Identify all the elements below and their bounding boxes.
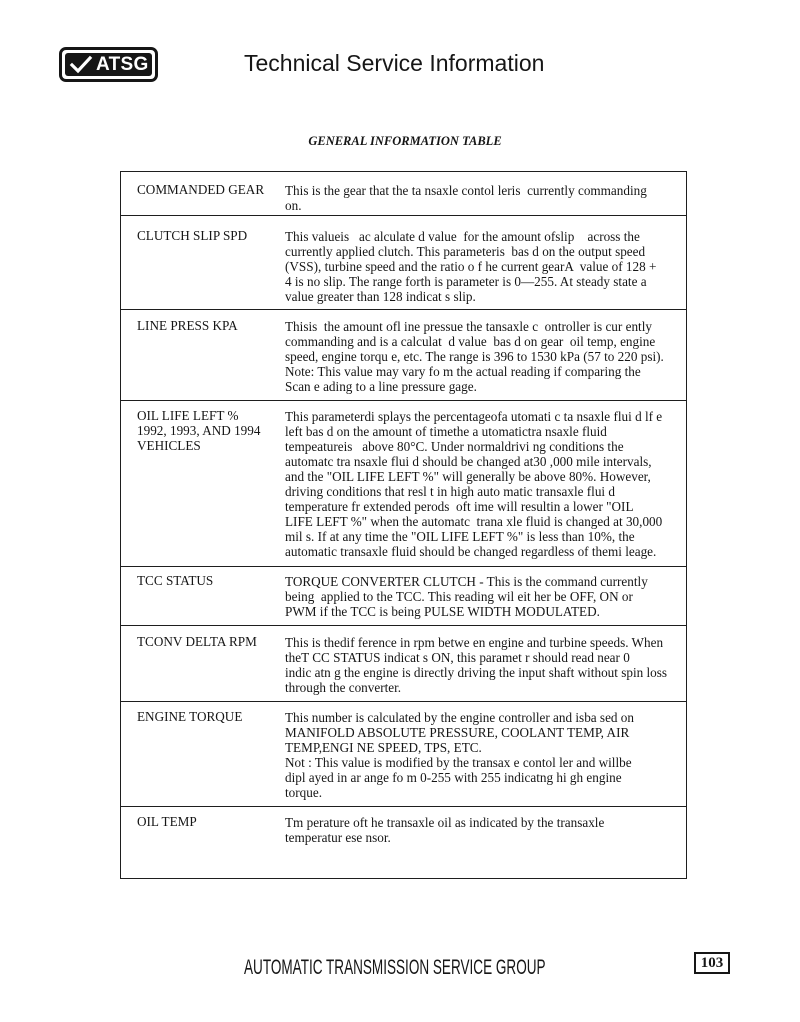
description-commanded-gear: This is the gear that the ta nsaxle contol leris currently commanding on. bbox=[285, 183, 647, 213]
label-oil-temp: OIL TEMP bbox=[137, 814, 197, 829]
label-line-press-kpa: LINE PRESS KPA bbox=[137, 318, 238, 333]
description-line-press-kpa: Thisis the amount ofl ine pressue the tansaxle c ontroller is cur ently commanding and is a calculat d value bas d on gear oil temp, engine speed, engine torqu e, etc. The range is 396 to 1530 kPa (57 to 220 psi). Note: This value may vary fo m the actual reading if comparing the Scan e ading to a line pressure gage. bbox=[285, 319, 664, 394]
page-number: 103 bbox=[694, 952, 730, 974]
logo-badge bbox=[65, 53, 152, 76]
table-row-line-press-kpa bbox=[121, 310, 686, 401]
table-row-oil-temp bbox=[121, 807, 686, 878]
table-row-tconv-delta-rpm bbox=[121, 626, 686, 702]
label-commanded-gear: COMMANDED GEAR bbox=[137, 182, 265, 197]
description-tcc-status: TORQUE CONVERTER CLUTCH - This is the command currently being applied to the TCC. This reading wil eit her be OFF, ON or PWM if the TCC is being PULSE WIDTH MODULATED. bbox=[285, 574, 648, 619]
page-title: Technical Service Information bbox=[244, 50, 545, 76]
table-row-clutch-slip-spd bbox=[121, 216, 686, 310]
checkmark-icon bbox=[69, 55, 93, 75]
table-row-engine-torque bbox=[121, 702, 686, 807]
table-title: GENERAL INFORMATION TABLE bbox=[308, 134, 502, 148]
table-row-commanded-gear bbox=[121, 172, 686, 216]
label-engine-torque: ENGINE TORQUE bbox=[137, 709, 243, 724]
description-tconv-delta-rpm: This is thedif ference in rpm betwe en engine and turbine speeds. When theT CC STATUS indicat s ON, this paramet r should read near 0 indic atn g the engine is directly driving the input shaft without spin loss through the converter. bbox=[285, 635, 668, 695]
footer-organization: AUTOMATIC TRANSMISSION SERVICE GROUP bbox=[244, 956, 546, 979]
description-oil-life-left: This parameterdi splays the percentageofa utomati c ta nsaxle flui d lf e left bas d on the amount of timethe a utomatictra nsaxle fluid tempeatureis above 80°C. Under normaldrivi ng conditions the automatc tra nsaxle flui d should be changed at30 ,000 mile intervals, and the "OIL LIFE LEFT %" will generally be above 80%. However, driving conditions that resl t in high auto matic transaxle flui d temperature fr extended perods oft ime will resultin a lower "OIL LIFE LEFT %" when the automatc trana xle fluid is changed at 30,000 mil s. If at any time the "OIL LIFE LEFT %" is less than 10%, the automatic transaxle fluid should be changed regardless of themi leage. bbox=[285, 409, 663, 559]
label-tconv-delta-rpm: TCONV DELTA RPM bbox=[137, 634, 257, 649]
atsg-logo bbox=[59, 47, 158, 82]
label-clutch-slip-spd: CLUTCH SLIP SPD bbox=[137, 228, 248, 243]
description-oil-temp: Tm perature oft he transaxle oil as indicated by the transaxle temperatur ese nsor. bbox=[285, 815, 605, 845]
table-row-oil-life-left bbox=[121, 401, 686, 567]
general-information-table bbox=[120, 171, 687, 879]
logo-text: ATSG bbox=[96, 53, 149, 75]
description-engine-torque: This number is calculated by the engine controller and isba sed on MANIFOLD ABSOLUTE PRESSURE, COOLANT TEMP, AIR TEMP,ENGI NE SPEED, TPS, ETC. Not : This value is modified by the transax e contol ler and willbe dipl ayed in ar ange fo m 0-255 with 255 indicatng hi gh engine torque. bbox=[285, 710, 634, 800]
label-tcc-status: TCC STATUS bbox=[137, 573, 214, 588]
description-clutch-slip-spd: This valueis ac alculate d value for the amount ofslip across the currently applied clutch. This parameteris bas d on the output speed (VSS), turbine speed and the ratio o f he current gearA value of 128 + 4 is no slip. The range forth is parameter is 0—255. At steady state a value greater than 128 indicat s slip. bbox=[285, 229, 657, 304]
label-oil-life-left: OIL LIFE LEFT % 1992, 1993, AND 1994 VEHICLES bbox=[137, 408, 261, 453]
table-row-tcc-status bbox=[121, 567, 686, 626]
